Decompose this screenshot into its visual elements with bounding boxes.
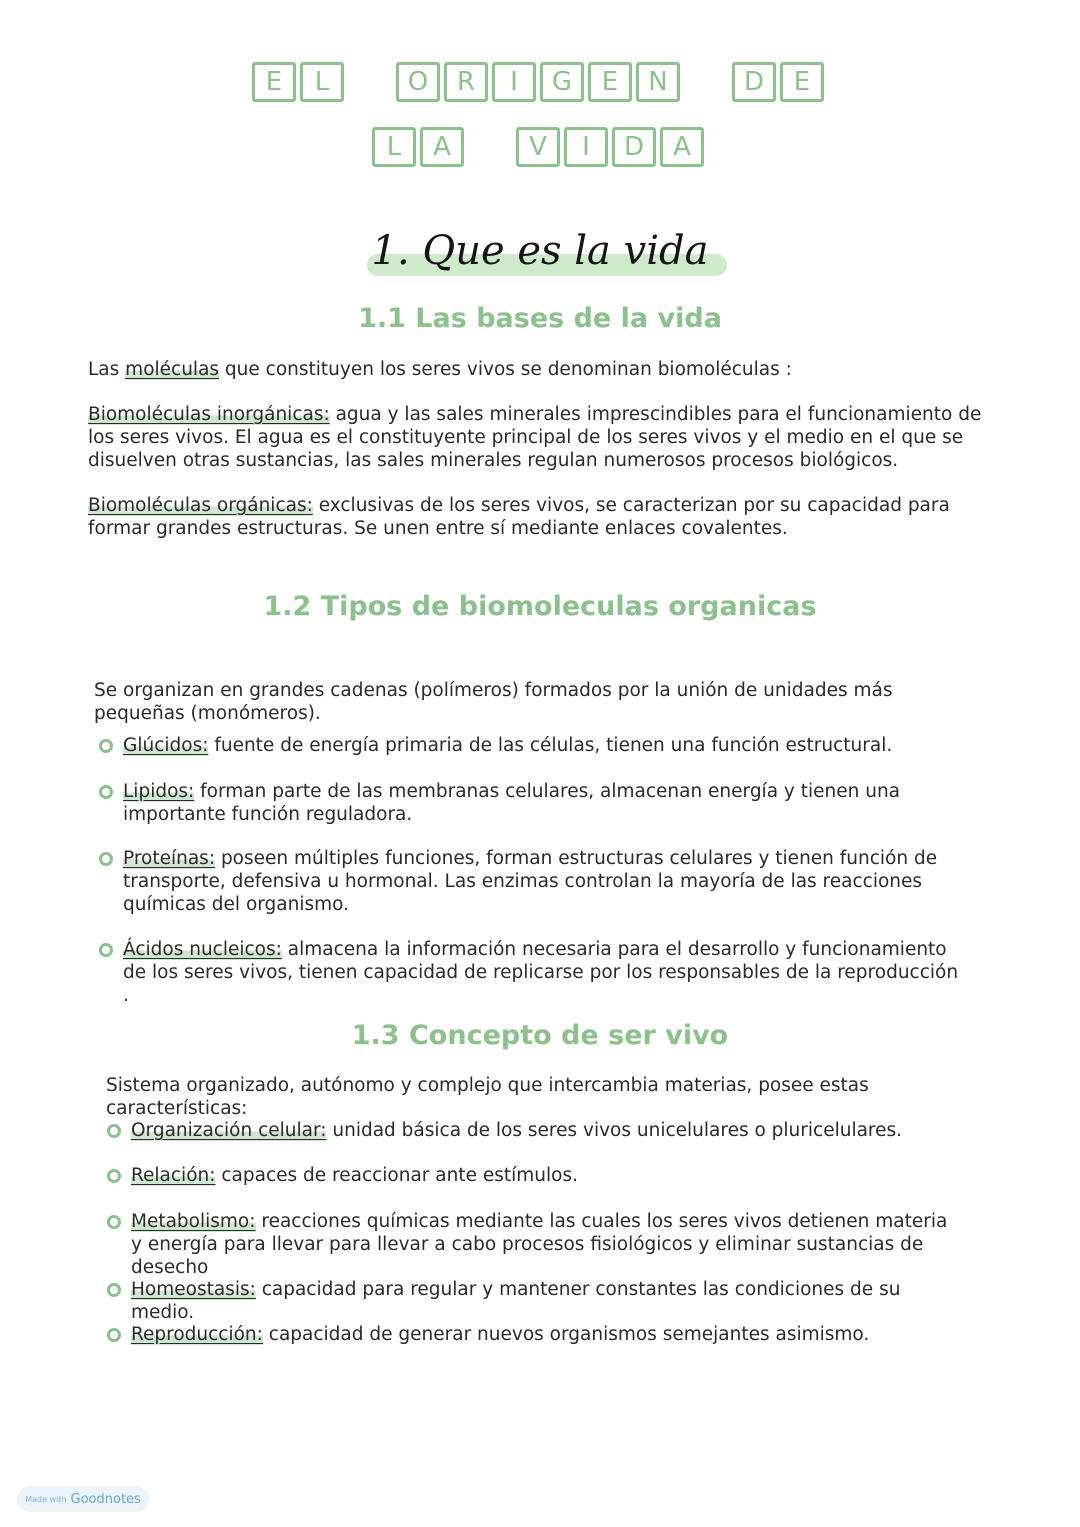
title-word (396, 62, 684, 102)
list-item (123, 938, 963, 1007)
list-item-text: unidad básica de los seres vivos unicelulares o pluricelulares. (326, 1120, 903, 1141)
title-word (252, 62, 348, 102)
list-item-term: Proteínas: (123, 848, 216, 869)
title-letter-tile: A (660, 127, 704, 167)
title-letter-tile: D (612, 127, 656, 167)
list-item (131, 1210, 951, 1279)
list-item-text: capaces de reaccionar ante estímulos. (215, 1165, 579, 1186)
list-item (131, 1278, 951, 1324)
bullet-circle-icon (99, 943, 113, 957)
bullet-circle-icon (107, 1283, 121, 1297)
bullet-circle-icon (99, 739, 113, 753)
list-item-term: Metabolismo: (131, 1211, 256, 1232)
bullet-circle-icon (99, 785, 113, 799)
inorganic-paragraph: Biomoléculas inorgánicas: agua y las sales minerales imprescindibles para el funcionamiento de los seres vivos. El agua es el constituyente principal de los seres vivos y el medio en el que se disuelven otras sustancias, las sales minerales regulan numerosos procesos biológicos. (88, 404, 982, 471)
list-item-text: fuente de energía primaria de las células, tienen una función estructural. (208, 735, 893, 756)
list-item-text: almacena la información necesaria para el desarrollo y funcionamiento de los seres vivos, tienen capacidad de replicarse por los responsables de la reproducción . (123, 939, 959, 1006)
title-letter-tile: E (780, 62, 824, 102)
bullet-circle-icon (107, 1328, 121, 1342)
list-item-term: Reproducción: (131, 1324, 263, 1345)
term-organic: Biomoléculas orgánicas: (88, 495, 313, 516)
term-inorganic: Biomoléculas inorgánicas: (88, 404, 330, 425)
title-letter-tile: D (732, 62, 776, 102)
title-letter-tile: N (636, 62, 680, 102)
organic-paragraph: Biomoléculas orgánicas: exclusivas de los seres vivos, se caracterizan por su capacidad para formar grandes estructuras. Se unen entre sí mediante enlaces covalentes. (88, 495, 950, 539)
title-letter-tile: I (564, 127, 608, 167)
section-1-heading (0, 228, 1080, 274)
title-line-1 (0, 62, 1080, 102)
bullet-circle-icon (107, 1169, 121, 1183)
title-line-2 (0, 127, 1080, 167)
bullet-circle-icon (99, 852, 113, 866)
term-moleculas: moléculas (125, 359, 220, 380)
title-letter-tile: L (372, 127, 416, 167)
list-item-term: Homeostasis: (131, 1279, 256, 1300)
list-item (131, 1119, 951, 1142)
intro-paragraph: Las moléculas que constituyen los seres vivos se denominan biomoléculas : (88, 359, 792, 380)
subheading-1-1: 1.1 Las bases de la vida (358, 303, 722, 334)
title-letter-tile: V (516, 127, 560, 167)
list-item (131, 1164, 951, 1187)
goodnotes-badge: Made with Goodnotes (17, 1486, 149, 1512)
list-item-text: forman parte de las membranas celulares, almacenan energía y tienen una importante función reguladora. (123, 781, 901, 825)
bullet-circle-icon (107, 1124, 121, 1138)
list-item-text: reacciones químicas mediante las cuales los seres vivos detienen materia y energía para llevar para llevar a cabo procesos fisiológicos y eliminar sustancias de desecho (131, 1211, 948, 1278)
list-item (123, 734, 963, 757)
list-item-term: Lipidos: (123, 781, 195, 802)
title-letter-tile: A (420, 127, 464, 167)
list-item-text: capacidad de generar nuevos organismos semejantes asimismo. (262, 1324, 870, 1345)
subheading-1-3: 1.3 Concepto de ser vivo (351, 1020, 729, 1051)
list-item (123, 847, 963, 916)
title-letter-tile: E (588, 62, 632, 102)
title-letter-tile: R (444, 62, 488, 102)
subheading-1-2: 1.2 Tipos de biomoleculas organicas (263, 591, 817, 622)
title-word (516, 127, 708, 167)
s12-intro: Se organizan en grandes cadenas (polímeros) formados por la unión de unidades más pequeñas (monómeros). (94, 680, 893, 724)
title-letter-tile: E (252, 62, 296, 102)
s13-intro: Sistema organizado, autónomo y complejo que intercambia materias, posee estas características: (106, 1075, 869, 1119)
title-letter-tile: G (540, 62, 584, 102)
list-item-term: Relación: (131, 1165, 216, 1186)
title-letter-tile: O (396, 62, 440, 102)
list-item (123, 780, 963, 826)
title-word (372, 127, 468, 167)
list-item-term: Ácidos nucleicos: (123, 939, 282, 960)
list-item-term: Organización celular: (131, 1120, 327, 1141)
list-item-term: Glúcidos: (123, 735, 209, 756)
list-item-text: poseen múltiples funciones, forman estructuras celulares y tienen función de transporte, defensiva u hormonal. Las enzimas controlan la mayoría de las reacciones químicas del organismo. (123, 848, 938, 915)
title-letter-tile: L (300, 62, 344, 102)
section-1-title: 1. Que es la vida (371, 228, 709, 274)
bullet-circle-icon (107, 1215, 121, 1229)
list-item (131, 1323, 951, 1346)
title-word (732, 62, 828, 102)
title-letter-tile: I (492, 62, 536, 102)
list-item-text: capacidad para regular y mantener constantes las condiciones de su medio. (131, 1279, 901, 1323)
